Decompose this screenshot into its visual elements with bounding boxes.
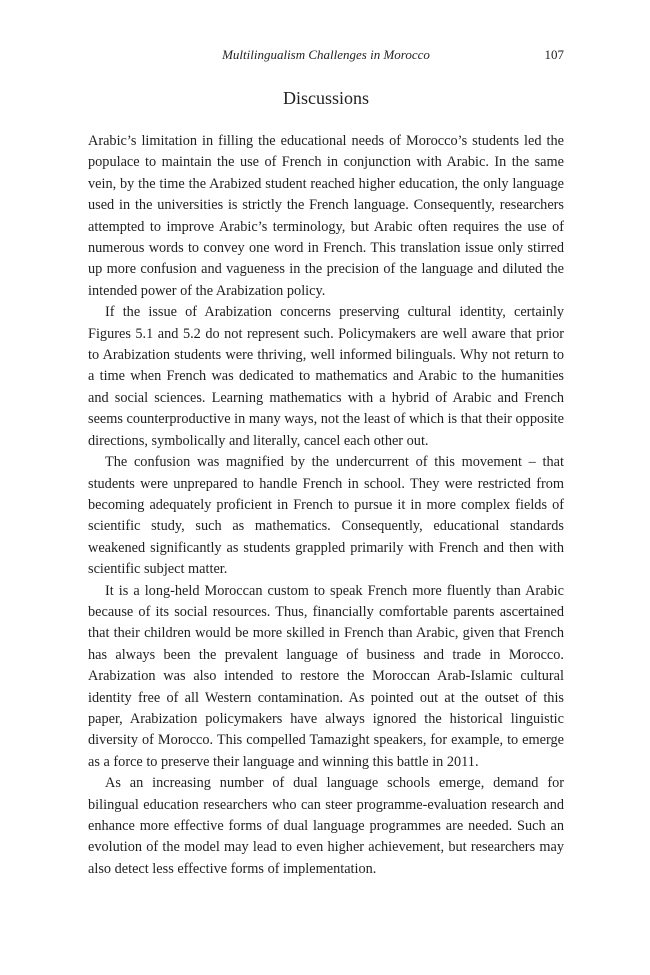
body-text [88,131,564,880]
section-heading: Discussions [282,88,369,108]
paragraph-3: The confusion was magnified by the undercurrent of this movement – that students were unprepared to handle French in school. They were restricted from becoming adequately proficient in French to pursue it in more complex fields of scientific study, such as mathematics. Consequently, educational standards weakened significantly as students grappled primarily with French and then with scientific subject matter. [88,454,564,578]
running-title: Multilingualism Challenges in Morocco [222,47,430,62]
paragraph-2: If the issue of Arabization concerns preserving cultural identity, certainly Figures 5.1 and 5.2 do not represent such. Policymakers are well aware that prior to Arabization students were thriving, well informed bilinguals. Why not return to a time when French was dedicated to mathematics and Arabic to the humanities and social sciences. Learning mathematics with a hybrid of Arabic and French seems counterproductive in many ways, not the least of which is that their opposite directions, symbolically and literally, cancel each other out. [88,304,564,449]
paragraph-4: It is a long-held Moroccan custom to speak French more fluently than Arabic because of its social resources. Thus, financially comfortable parents ascertained that their children would be more skilled in French than Arabic, given that French has always been the prevalent language of business and trade in Morocco. Arabization was also intended to restore the Moroccan Arab-Islamic cultural identity free of all Western contamination. As pointed out at the outset of this paper, Arabization policymakers have always ignored the historical linguistic diversity of Morocco. This compelled Tamazight speakers, for example, to emerge as a force to preserve their language and winning this battle in 2011. [88,582,564,770]
paragraph-5: As an increasing number of dual language schools emerge, demand for bilingual education researchers who can steer programme-evaluation research and enhance more effective forms of dual language programmes are needed. Such an evolution of the model may lead to even higher achievement, but researchers may also detect less effective forms of implementation. [88,775,564,877]
paragraph-1: Arabic’s limitation in filling the educational needs of Morocco’s students led the populace to maintain the use of French in conjunction with Arabic. In the same vein, by the time the Arabized student reached higher education, the only language used in the universities is strictly the French language. Consequently, researchers attempted to improve Arabic’s terminology, but Arabic often requires the use of numerous words to convey one word in French. This translation issue only stirred up more confusion and vagueness in the precision of the language and diluted the intended power of the Arabization policy. [88,133,564,299]
page-number: 107 [544,47,564,62]
